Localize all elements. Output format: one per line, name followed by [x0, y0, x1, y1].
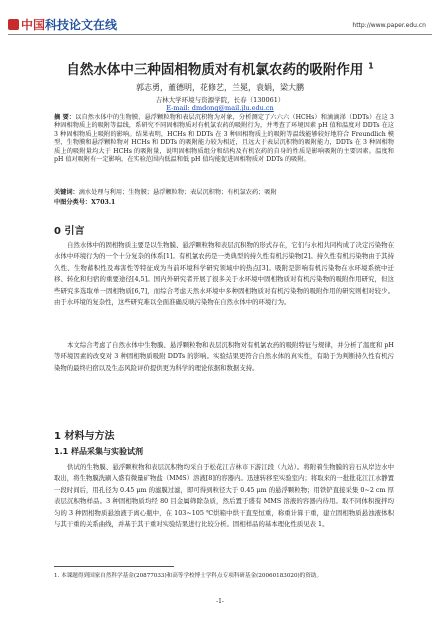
abstract-text: 以自然水体中的生物膜、悬浮颗粒物和表层沉积物为对象，分析测定了六六六（HCHs）和滴滴涕（DDTs）在这 3 种固相物质上的吸附等温线，系研究不同固相物质对有机氯农药的吸附行为，并考查了环境因素 pH 值和温度对 DDTs 在这 3 种固相物质上吸附的影响。结果表明，HCHs 和 DDTs 在 3 种固相物质上的吸附等温线能够较好地符合 Freundlich 模型，生物膜和悬浮颗粒物对 HCHs 和 DDTs 的吸附能力较为相近，且远大于表层沉积物的吸附能力，DDTs 在 3 种固相物质上的吸附量均大于 HCHs 的吸附量，说明固相物质组分和结构及有机农药的自身的性质是影响吸附的主要因素。温度和 pH 值对吸附有一定影响，在实验范围内低温和低 pH 值均能促进固相物质对 DDTs 的吸附。 — [54, 114, 394, 164]
keywords-text: 滴水处理与利用；生物膜；悬浮颗粒物；表层沉积物；有机氯农药；吸附 — [78, 189, 277, 196]
footnote: 1. 本课题得到国家自然科学基金(20877033)和高等学校博士学科点专项科研基金(20060183020)的资助。 — [54, 573, 323, 579]
intro-paragraph-1: 自然水体中的固相物质主要是以生物膜、悬浮颗粒物和表层沉积物的形式存在，它们与水相共同构成了决定污染物在水体中环境行为的一个十分复杂的体系[1]。有机氯农药是一类典型的持久性有机污染物[2]。持久性有机污染物由于其持久性、生物蓄积性及毒害性等特征成为当前环境科学研究领域中的热点[3]。吸附是影响有机污染物在水环境系统中迁移、转化和归宿的重要途径[4,5]。国内外研究者开展了很多关于水环境中固相物质对有机污染物的吸附作用研究，但这些研究多选取单一固相物质[6,7]，而综合考虑天然水环境中多种固相物质对有机污染物的吸附作用的研究则相对较少。由于水环境的复杂性，这些研究难以全面准确反映污染物在自然水体中的环境行为。 — [54, 241, 394, 307]
abstract — [54, 114, 394, 164]
header-divider — [8, 34, 432, 35]
classification-label: 中图分类号： — [54, 199, 92, 206]
title-footnote-mark: 1 — [368, 61, 374, 71]
abstract-label: 摘 要： — [54, 114, 76, 121]
logo-text-part1: 中国 — [21, 18, 46, 32]
keywords — [54, 189, 394, 197]
author-email[interactable]: E-mail: dmdong@mail.jlu.edu.cn — [166, 104, 274, 112]
site-header — [0, 0, 440, 40]
intro-paragraph-2: 本文综合考虑了自然水体中生物膜、悬浮颗粒物和表层沉积物对有机氯农药的吸附特征与规律，并分析了温度和 pH 等环境因素的改变对 3 种固相物质吸附 DDTs 的影响。实验结果更符合自然水体的真实性，有助于为判断持久性有机污染物的最终归宿以及生态风险评价提供更为科学的理论依据和数据支持。 — [54, 341, 394, 372]
logo-text-part2: 科技论文在线 — [45, 18, 118, 32]
paper-authors: 郭志勇，董德明，花修艺，兰冕，袁娟，梁大鹏 — [136, 83, 304, 92]
footnote-divider — [54, 566, 174, 567]
methods-subheading: 1.1 样品采集与实验试剂 — [54, 447, 143, 456]
keywords-label: 关键词： — [54, 189, 79, 196]
paper-affiliation: 吉林大学环境与资源学院，长春（130061） — [155, 96, 285, 104]
site-logo[interactable] — [8, 16, 117, 33]
paper-title — [0, 58, 440, 78]
page-number: -1- — [216, 598, 224, 605]
classification-value: X703.1 — [91, 199, 116, 206]
intro-heading: 0 引言 — [54, 226, 85, 237]
methods-paragraph-1: 供试的生物膜、悬浮颗粒物和表层沉积物均采自于松花江吉林市下游江段（九站）。将附着生物膜的岩石从岸边水中取出，将生物膜洗刷入盛有微量矿物盐（MMS）溶液[8]的容器内。迅速转移至实验室内；将取来的一批批花江江水静置一段时间后，用孔径为 0.45 μm 的滤膜过滤，即可得到粒径大于 0.45 μm 的悬浮颗粒物；用铁铲直接采集 0~2 cm 厚表层沉积物样品。3 种固相物质均经 80 目金属筛除杂质，然后置于盛有 MMS 溶液的容器内待用。取不同体积搅拌均匀的 3 种固相物质悬浊液于离心瓶中，在 103~105 ℃烘箱中烘干直至恒重，称重计算干重，建立固相物质悬浊液体积与其干重的关系曲线，并基于其干重对实验结果进行比较分析。固相样品的基本理化性质见表 1。 — [54, 463, 394, 529]
methods-heading: 1 材料与方法 — [54, 431, 115, 442]
classification — [54, 199, 394, 207]
logo-mark-icon — [8, 19, 19, 30]
paper-title-text: 自然水体中三种固相物质对有机氯农药的吸附作用 — [66, 62, 364, 78]
site-url[interactable]: http://www.paper.edu.cn — [352, 22, 426, 29]
